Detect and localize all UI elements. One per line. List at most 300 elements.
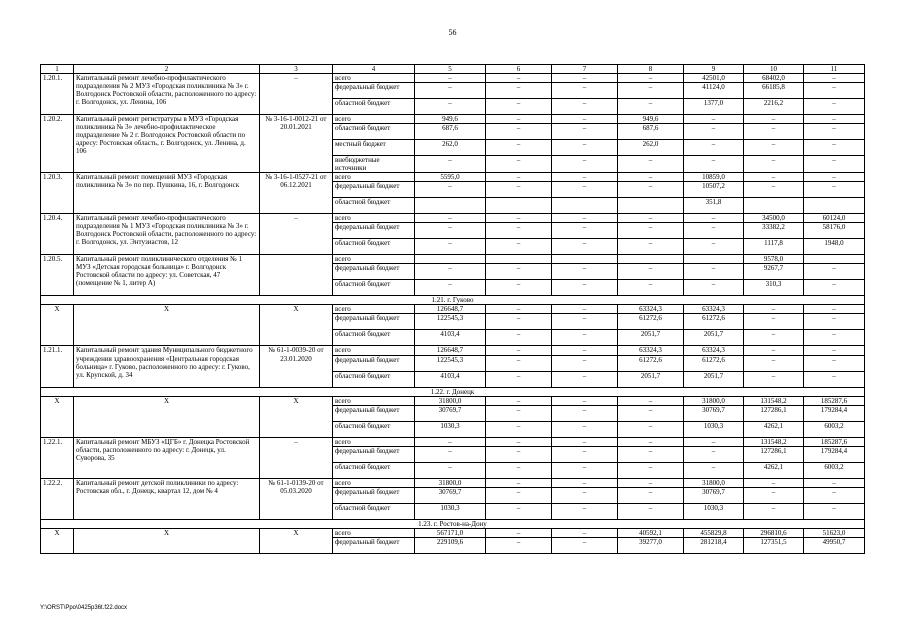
- value-cell: –: [552, 346, 618, 355]
- value-cell: [415, 198, 486, 214]
- value-cell: –: [486, 182, 552, 198]
- value-cell: –: [744, 124, 804, 140]
- value-cell: –: [552, 264, 618, 280]
- page-number: 56: [448, 28, 457, 37]
- section-row: [41, 519, 865, 528]
- value-cell: 1030,3: [415, 503, 486, 519]
- value-cell: –: [486, 396, 552, 405]
- value-cell: 131548,2: [744, 396, 804, 405]
- value-cell: –: [804, 124, 865, 140]
- value-cell: –: [618, 264, 684, 280]
- value-cell: 1948,0: [804, 239, 865, 255]
- funding-source: федеральный бюджет: [333, 182, 415, 198]
- value-cell: [618, 198, 684, 214]
- column-header: 10: [744, 65, 804, 74]
- column-header: 5: [415, 65, 486, 74]
- value-cell: 262,0: [618, 140, 684, 156]
- value-cell: 949,6: [618, 115, 684, 124]
- value-cell: 33382,2: [744, 223, 804, 239]
- value-cell: –: [744, 314, 804, 330]
- value-cell: –: [486, 405, 552, 421]
- value-cell: [552, 198, 618, 214]
- column-header: 4: [333, 65, 415, 74]
- item-name: Капитальный ремонт лечебно-профилактического подразделения № 2 МУЗ «Городская поликлиника № 3» г. Волгодонск Ростовской области, расположенного по адресу: г. Волгодонск, ул. Ленина, 106: [74, 74, 260, 115]
- table-row: [41, 478, 865, 487]
- value-cell: –: [744, 503, 804, 519]
- funding-source: областной бюджет: [333, 124, 415, 140]
- item-name: Капитальный ремонт МБУЗ «ЦГБ» г. Донецка Ростовской области, расположенного по адресу: г. Донецк, ул. Суворова, 35: [74, 437, 260, 478]
- item-number: Х: [41, 396, 74, 437]
- value-cell: –: [486, 314, 552, 330]
- value-cell: –: [552, 355, 618, 371]
- funding-source: федеральный бюджет: [333, 83, 415, 99]
- value-cell: –: [618, 462, 684, 478]
- value-cell: –: [486, 330, 552, 346]
- value-cell: –: [618, 173, 684, 182]
- value-cell: 262,0: [415, 140, 486, 156]
- value-cell: [804, 255, 865, 264]
- value-cell: 9578,0: [744, 255, 804, 264]
- funding-source: областной бюджет: [333, 239, 415, 255]
- value-cell: 63324,3: [618, 305, 684, 314]
- value-cell: –: [804, 314, 865, 330]
- value-cell: –: [415, 223, 486, 239]
- value-cell: –: [552, 173, 618, 182]
- value-cell: –: [618, 99, 684, 115]
- column-header: 3: [260, 65, 333, 74]
- value-cell: –: [552, 280, 618, 296]
- value-cell: 179284,4: [804, 405, 865, 421]
- value-cell: 455829,8: [684, 528, 744, 537]
- value-cell: –: [804, 140, 865, 156]
- value-cell: –: [618, 446, 684, 462]
- funding-source: всего: [333, 478, 415, 487]
- funding-source: областной бюджет: [333, 280, 415, 296]
- value-cell: 127351,5: [744, 537, 804, 553]
- value-cell: –: [552, 330, 618, 346]
- value-cell: –: [552, 537, 618, 553]
- value-cell: –: [618, 478, 684, 487]
- value-cell: 31800,0: [684, 396, 744, 405]
- item-document: № 61-1-0039-20 от 23.01.2020: [260, 346, 333, 387]
- value-cell: 687,6: [618, 124, 684, 140]
- value-cell: –: [415, 239, 486, 255]
- value-cell: –: [744, 115, 804, 124]
- value-cell: –: [486, 173, 552, 182]
- value-cell: 179284,4: [804, 446, 865, 462]
- value-cell: –: [415, 264, 486, 280]
- value-cell: [552, 255, 618, 264]
- value-cell: –: [618, 405, 684, 421]
- value-cell: 2051,7: [684, 330, 744, 346]
- value-cell: –: [804, 99, 865, 115]
- value-cell: –: [552, 421, 618, 437]
- value-cell: –: [684, 437, 744, 446]
- item-number: 1.20.4.: [41, 214, 74, 255]
- value-cell: –: [684, 156, 744, 173]
- value-cell: –: [804, 83, 865, 99]
- value-cell: –: [804, 487, 865, 503]
- table-row: [41, 305, 865, 314]
- value-cell: 66185,8: [744, 83, 804, 99]
- section-row: [41, 387, 865, 396]
- item-number: 1.22.1.: [41, 437, 74, 478]
- value-cell: –: [684, 140, 744, 156]
- funding-source: федеральный бюджет: [333, 537, 415, 553]
- value-cell: –: [684, 214, 744, 223]
- value-cell: 127286,1: [744, 446, 804, 462]
- value-cell: –: [552, 214, 618, 223]
- value-cell: 4262,1: [744, 421, 804, 437]
- value-cell: –: [804, 478, 865, 487]
- table-row: [41, 173, 865, 182]
- value-cell: –: [552, 405, 618, 421]
- value-cell: –: [415, 437, 486, 446]
- item-name: Х: [74, 305, 260, 346]
- funding-source: всего: [333, 115, 415, 124]
- value-cell: –: [552, 305, 618, 314]
- item-name: Капитальный ремонт детской поликлиники по адресу: Ростовская обл., г. Донецк, квартал 12, дом № 4: [74, 478, 260, 519]
- item-number: Х: [41, 528, 74, 553]
- value-cell: 9267,7: [744, 264, 804, 280]
- item-document: [260, 255, 333, 296]
- column-header: 11: [804, 65, 865, 74]
- value-cell: 1030,3: [415, 421, 486, 437]
- value-cell: –: [486, 305, 552, 314]
- value-cell: 41124,0: [684, 83, 744, 99]
- section-title: 1.23. г. Ростов-на-Дону: [41, 519, 865, 528]
- column-header: 9: [684, 65, 744, 74]
- value-cell: –: [804, 173, 865, 182]
- item-number: 1.20.1.: [41, 74, 74, 115]
- value-cell: –: [804, 264, 865, 280]
- value-cell: –: [804, 305, 865, 314]
- value-cell: –: [684, 124, 744, 140]
- value-cell: –: [744, 346, 804, 355]
- column-header: 7: [552, 65, 618, 74]
- value-cell: –: [486, 355, 552, 371]
- value-cell: –: [486, 223, 552, 239]
- value-cell: –: [618, 487, 684, 503]
- value-cell: –: [415, 156, 486, 173]
- item-document: Х: [260, 396, 333, 437]
- table-row: [41, 74, 865, 83]
- funding-source: местный бюджет: [333, 140, 415, 156]
- funding-source: федеральный бюджет: [333, 314, 415, 330]
- value-cell: 68402,0: [744, 74, 804, 83]
- value-cell: 351,8: [684, 198, 744, 214]
- value-cell: 63324,3: [684, 346, 744, 355]
- item-document: –: [260, 437, 333, 478]
- value-cell: 61272,6: [618, 355, 684, 371]
- value-cell: –: [552, 223, 618, 239]
- value-cell: 49950,7: [804, 537, 865, 553]
- funding-source: всего: [333, 437, 415, 446]
- item-name: Капитальный ремонт регистратуры в МУЗ «Городская поликлиника № 3» лечебно-профилактическое подразделение № 2 г. Волгодонск Ростовской области по адресу: Ростовская область, г. Волгодонск, ул. Ленина, д. 106: [74, 115, 260, 173]
- value-cell: 4103,4: [415, 330, 486, 346]
- funding-source: федеральный бюджет: [333, 405, 415, 421]
- value-cell: –: [744, 355, 804, 371]
- value-cell: 5595,0: [415, 173, 486, 182]
- value-cell: –: [415, 182, 486, 198]
- value-cell: –: [415, 462, 486, 478]
- value-cell: 4262,1: [744, 462, 804, 478]
- funding-source: всего: [333, 396, 415, 405]
- item-document: –: [260, 74, 333, 115]
- value-cell: 51623,0: [804, 528, 865, 537]
- value-cell: 2051,7: [684, 371, 744, 387]
- value-cell: 122545,3: [415, 355, 486, 371]
- value-cell: –: [684, 264, 744, 280]
- value-cell: 30769,7: [415, 487, 486, 503]
- value-cell: 310,3: [744, 280, 804, 296]
- value-cell: 185287,6: [804, 437, 865, 446]
- value-cell: –: [804, 280, 865, 296]
- value-cell: 1030,3: [684, 503, 744, 519]
- value-cell: 31800,0: [684, 478, 744, 487]
- item-document: Х: [260, 305, 333, 346]
- value-cell: –: [618, 437, 684, 446]
- value-cell: –: [744, 173, 804, 182]
- value-cell: –: [486, 371, 552, 387]
- value-cell: 126648,7: [415, 346, 486, 355]
- value-cell: –: [684, 280, 744, 296]
- value-cell: 131548,2: [744, 437, 804, 446]
- section-title: 1.21. г. Гуково: [41, 296, 865, 305]
- value-cell: –: [486, 140, 552, 156]
- value-cell: –: [552, 487, 618, 503]
- value-cell: 61272,6: [618, 314, 684, 330]
- value-cell: 127286,1: [744, 405, 804, 421]
- value-cell: 949,6: [415, 115, 486, 124]
- value-cell: –: [552, 396, 618, 405]
- value-cell: –: [486, 115, 552, 124]
- column-header: 2: [74, 65, 260, 74]
- value-cell: –: [486, 83, 552, 99]
- value-cell: –: [618, 239, 684, 255]
- value-cell: –: [618, 280, 684, 296]
- funding-source: областной бюджет: [333, 330, 415, 346]
- table-row: [41, 528, 865, 537]
- value-cell: –: [744, 487, 804, 503]
- value-cell: 1377,0: [684, 99, 744, 115]
- value-cell: –: [415, 99, 486, 115]
- item-name: Х: [74, 528, 260, 553]
- funding-source: всего: [333, 305, 415, 314]
- value-cell: –: [804, 346, 865, 355]
- value-cell: 296810,6: [744, 528, 804, 537]
- header-row: [41, 65, 865, 74]
- funding-source: всего: [333, 255, 415, 264]
- value-cell: –: [486, 446, 552, 462]
- value-cell: –: [618, 83, 684, 99]
- table-row: [41, 115, 865, 124]
- value-cell: –: [552, 140, 618, 156]
- value-cell: –: [552, 503, 618, 519]
- value-cell: –: [486, 528, 552, 537]
- value-cell: –: [744, 305, 804, 314]
- value-cell: 2216,2: [744, 99, 804, 115]
- value-cell: 185287,6: [804, 396, 865, 405]
- value-cell: –: [486, 124, 552, 140]
- value-cell: –: [744, 140, 804, 156]
- value-cell: –: [618, 182, 684, 198]
- value-cell: 42501,0: [684, 74, 744, 83]
- value-cell: –: [684, 223, 744, 239]
- value-cell: 63324,3: [684, 305, 744, 314]
- column-header: 6: [486, 65, 552, 74]
- funding-source: всего: [333, 214, 415, 223]
- value-cell: –: [744, 371, 804, 387]
- value-cell: –: [804, 503, 865, 519]
- funding-source: всего: [333, 528, 415, 537]
- value-cell: –: [552, 74, 618, 83]
- value-cell: –: [486, 99, 552, 115]
- value-cell: –: [684, 462, 744, 478]
- item-name: Капитальный ремонт поликлинического отделения № 1 МУЗ «Детская городская больница» г. Волгодонск Ростовской области по адресу: ул. Советская, 47 (помещение № 1, литер А): [74, 255, 260, 296]
- value-cell: –: [486, 462, 552, 478]
- value-cell: –: [486, 478, 552, 487]
- value-cell: –: [552, 182, 618, 198]
- value-cell: 10507,2: [684, 182, 744, 198]
- value-cell: 30769,7: [684, 405, 744, 421]
- value-cell: 6003,2: [804, 462, 865, 478]
- funding-source: областной бюджет: [333, 503, 415, 519]
- value-cell: –: [684, 115, 744, 124]
- value-cell: –: [804, 115, 865, 124]
- value-cell: 229109,6: [415, 537, 486, 553]
- value-cell: 30769,7: [415, 405, 486, 421]
- item-number: 1.20.5.: [41, 255, 74, 296]
- funding-source: областной бюджет: [333, 462, 415, 478]
- value-cell: 39277,0: [618, 537, 684, 553]
- value-cell: 34500,0: [744, 214, 804, 223]
- value-cell: –: [486, 239, 552, 255]
- item-name: Капитальный ремонт лечебно-профилактического подразделения № 1 МУЗ «Городская поликлиника № 3» г. Волгодонск Ростовской области, расположенного по адресу: г. Волгодонск, ул. Энтузиастов, 12: [74, 214, 260, 255]
- table-row: [41, 255, 865, 264]
- item-name: Х: [74, 396, 260, 437]
- value-cell: –: [804, 371, 865, 387]
- value-cell: –: [804, 74, 865, 83]
- value-cell: –: [552, 314, 618, 330]
- value-cell: 567171,0: [415, 528, 486, 537]
- value-cell: 281218,4: [684, 537, 744, 553]
- section-row: [41, 296, 865, 305]
- value-cell: –: [618, 156, 684, 173]
- value-cell: –: [486, 346, 552, 355]
- table-row: [41, 214, 865, 223]
- value-cell: –: [486, 74, 552, 83]
- value-cell: 31800,0: [415, 478, 486, 487]
- value-cell: –: [415, 83, 486, 99]
- funding-source: всего: [333, 346, 415, 355]
- value-cell: 61272,6: [684, 314, 744, 330]
- value-cell: –: [552, 478, 618, 487]
- value-cell: 1117,8: [744, 239, 804, 255]
- value-cell: [618, 255, 684, 264]
- value-cell: –: [415, 214, 486, 223]
- value-cell: –: [552, 446, 618, 462]
- item-number: 1.21.1.: [41, 346, 74, 387]
- value-cell: 60124,0: [804, 214, 865, 223]
- item-number: 1.20.3.: [41, 173, 74, 214]
- value-cell: 687,6: [415, 124, 486, 140]
- value-cell: 61272,6: [684, 355, 744, 371]
- value-cell: –: [804, 355, 865, 371]
- value-cell: [804, 198, 865, 214]
- value-cell: –: [415, 446, 486, 462]
- item-name: Капитальный ремонт здания Муниципального бюджетного учреждения здравоохранения «Центральная городская больница» г. Гуково, расположенного по адресу: г. Гуково, ул. Крупской, д. 34: [74, 346, 260, 387]
- value-cell: –: [552, 528, 618, 537]
- value-cell: –: [486, 280, 552, 296]
- value-cell: –: [744, 156, 804, 173]
- value-cell: 126648,7: [415, 305, 486, 314]
- funding-source: федеральный бюджет: [333, 487, 415, 503]
- value-cell: –: [552, 437, 618, 446]
- funding-source: областной бюджет: [333, 371, 415, 387]
- value-cell: –: [552, 156, 618, 173]
- value-cell: 10859,0: [684, 173, 744, 182]
- value-cell: 122545,3: [415, 314, 486, 330]
- value-cell: [744, 198, 804, 214]
- item-number: 1.22.2.: [41, 478, 74, 519]
- value-cell: –: [486, 487, 552, 503]
- funding-source: федеральный бюджет: [333, 223, 415, 239]
- value-cell: –: [744, 330, 804, 346]
- funding-source: федеральный бюджет: [333, 264, 415, 280]
- value-cell: –: [684, 446, 744, 462]
- table-row: [41, 437, 865, 446]
- value-cell: 4103,4: [415, 371, 486, 387]
- value-cell: [684, 255, 744, 264]
- value-cell: –: [618, 421, 684, 437]
- value-cell: –: [486, 437, 552, 446]
- value-cell: 63324,3: [618, 346, 684, 355]
- value-cell: [486, 198, 552, 214]
- file-path-footer: Y:\ORST\Ppo\0425p36t.f22.docx: [40, 605, 128, 611]
- budget-table: [40, 64, 865, 554]
- value-cell: –: [552, 115, 618, 124]
- funding-source: всего: [333, 74, 415, 83]
- value-cell: –: [552, 83, 618, 99]
- section-title: 1.22. г. Донецк: [41, 387, 865, 396]
- value-cell: 40592,1: [618, 528, 684, 537]
- value-cell: 1030,3: [684, 421, 744, 437]
- value-cell: 2051,7: [618, 371, 684, 387]
- funding-source: областной бюджет: [333, 198, 415, 214]
- value-cell: –: [618, 396, 684, 405]
- value-cell: –: [486, 421, 552, 437]
- value-cell: –: [618, 74, 684, 83]
- funding-source: внебюджетные источники: [333, 156, 415, 173]
- value-cell: 2051,7: [618, 330, 684, 346]
- value-cell: –: [804, 156, 865, 173]
- value-cell: –: [618, 214, 684, 223]
- value-cell: –: [618, 503, 684, 519]
- value-cell: –: [415, 280, 486, 296]
- value-cell: –: [804, 182, 865, 198]
- table-row: [41, 346, 865, 355]
- funding-source: областной бюджет: [333, 99, 415, 115]
- table-row: [41, 396, 865, 405]
- value-cell: –: [552, 239, 618, 255]
- value-cell: –: [552, 99, 618, 115]
- item-document: № 3-16-1-0012-21 от 20.01.2021: [260, 115, 333, 173]
- funding-source: всего: [333, 173, 415, 182]
- item-number: Х: [41, 305, 74, 346]
- value-cell: –: [744, 478, 804, 487]
- item-document: № 3-16-1-0527-21 от 06.12.2021: [260, 173, 333, 214]
